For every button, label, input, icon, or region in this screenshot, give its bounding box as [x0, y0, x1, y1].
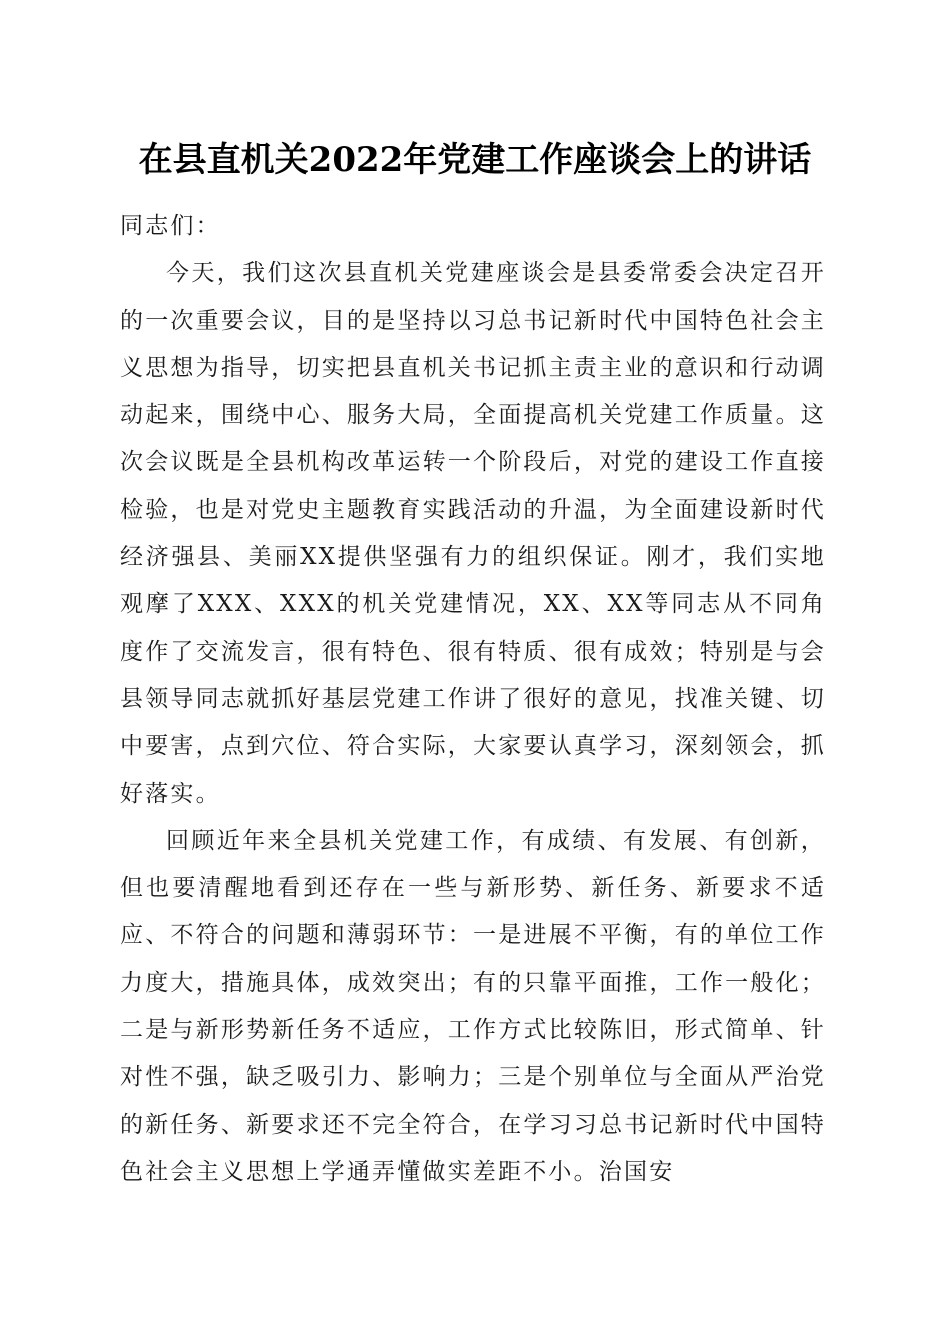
- paragraph: 回顾近年来全县机关党建工作，有成绩、有发展、有创新，但也要清醒地看到还存在一些与新形势、新任务、新要求不适应、不符合的问题和薄弱环节：一是进展不平衡，有的单位工作力度大，措施具体，成效突出；有的只靠平面推，工作一般化；二是与新形势新任务不适应，工作方式比较陈旧，形式简单、针对性不强，缺乏吸引力、影响力；三是个别单位与全面从严治党的新任务、新要求还不完全符合，在学习习总书记新时代中国特色社会主义思想上学通弄懂做实差距不小。治国安: [120, 827, 826, 1185]
- salutation: 同志们：: [120, 213, 221, 239]
- document-body: [120, 203, 826, 1196]
- document-title: 在县直机关2022年党建工作座谈会上的讲话: [138, 140, 812, 180]
- paragraph: 今天，我们这次县直机关党建座谈会是县委常委会决定召开的一次重要会议，目的是坚持以习总书记新时代中国特色社会主义思想为指导，切实把县直机关书记抓主责主业的意识和行动调动起来，围绕中心、服务大局，全面提高机关党建工作质量。这次会议既是全县机构改革运转一个阶段后，对党的建设工作直接检验，也是对党史主题教育实践活动的升温，为全面建设新时代经济强县、美丽XX提供坚强有力的组织保证。刚才，我们实地观摩了XXX、XXX的机关党建情况，XX、XX等同志从不同角度作了交流发言，很有特色、很有特质、很有成效；特别是与会县领导同志就抓好基层党建工作讲了很好的意见，找准关键、切中要害，点到穴位、符合实际，大家要认真学习，深刻领会，抓好落实。: [120, 260, 826, 807]
